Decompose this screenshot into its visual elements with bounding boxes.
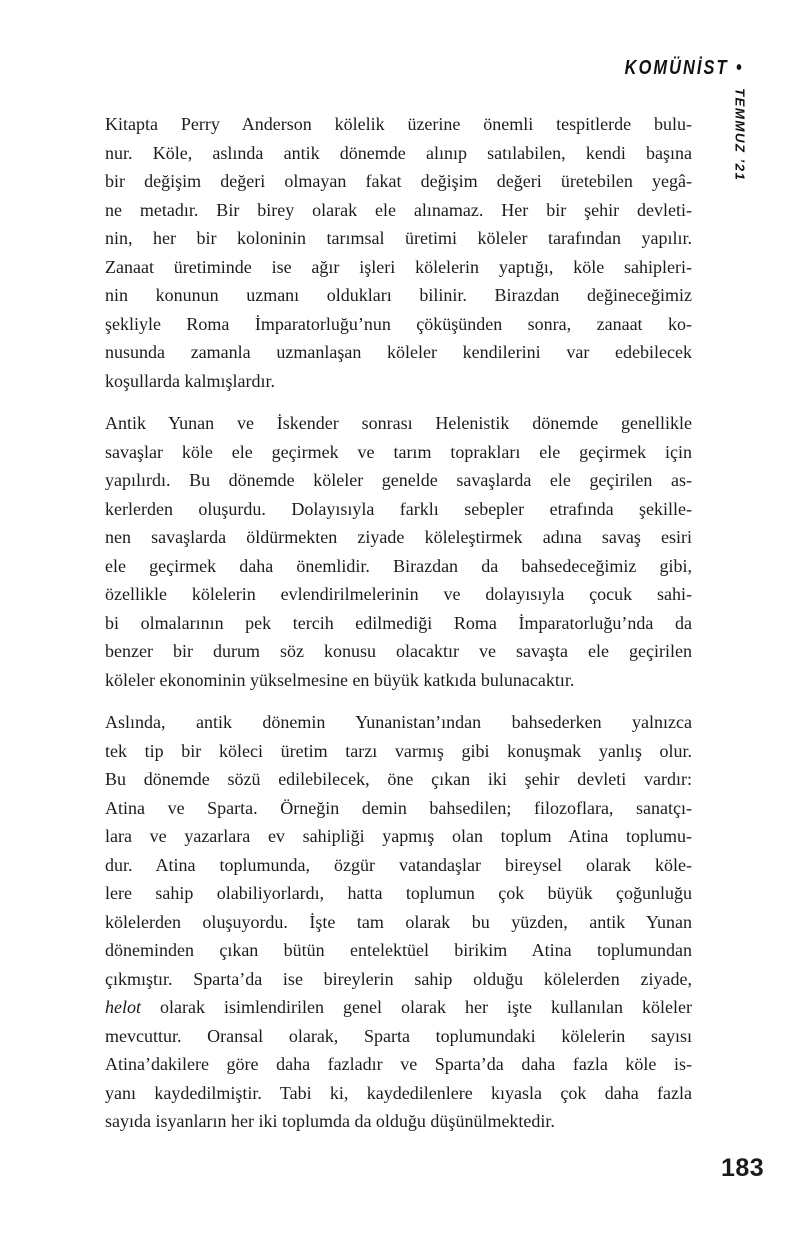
text-line: dur. Atina toplumunda, özgür vatandaşlar bireysel olarak köle- (105, 854, 692, 875)
page-number: 183 (721, 1154, 765, 1182)
issue-date-vertical: TEMMUZ ’21 (732, 88, 748, 182)
text-line: Atina ve Sparta. Örneğin demin bahsedilen; filozoflara, sanatçı- (105, 797, 692, 818)
text-line: döneminden çıkan bütün entelektüel birikim Atina toplumundan (105, 940, 692, 960)
paragraph (105, 409, 692, 694)
text-line: Antik Yunan ve İskender sonrası Helenistik dönemde genellikle (105, 413, 692, 433)
text-line: savaşlar köle ele geçirmek ve tarım toprakları ele geçirmek için (105, 441, 692, 462)
text-line (105, 993, 692, 1022)
body-text (105, 110, 692, 1150)
text-line: Zanaat üretiminde ise ağır işleri kölelerin yaptığı, köle sahipleri- (105, 256, 692, 277)
paragraph (105, 110, 692, 395)
italic-term: helot (105, 997, 141, 1017)
text-line: köleler ekonominin yükselmesine en büyük katkıda bulunacaktır. (105, 669, 575, 690)
text-line: Kitapta Perry Anderson kölelik üzerine önemli tespitlerde bulu- (105, 114, 692, 134)
text-line: nin, her bir koloninin tarımsal üretimi köleler tarafından yapılır. (105, 228, 692, 248)
text-line: nusunda zamanla uzmanlaşan köleler kendilerini var edebilecek (105, 342, 692, 362)
bullet-icon: • (736, 57, 742, 79)
text-line: tek tip bir köleci üretim tarzı varmış gibi konuşmak yanlış olur. (105, 740, 692, 761)
text-line: şekliyle Roma İmparatorluğu’nun çöküşünden sonra, zanaat ko- (105, 313, 692, 334)
paragraph (105, 708, 692, 1136)
text-line: kölelerden oluşuyordu. İşte tam olarak bu yüzden, antik Yunan (105, 911, 692, 932)
text-line: çıkmıştır. Sparta’da ise bireylerin sahip olduğu kölelerden ziyade, (105, 968, 692, 989)
text-line: bir değişim değeri olmayan fakat değişim değeri üretebilen yegâ- (105, 171, 692, 191)
text-line: lere sahip olabiliyorlardı, hatta toplumun çok büyük çoğunluğu (105, 883, 692, 903)
text-line: koşullarda kalmışlardır. (105, 370, 275, 391)
running-head (625, 57, 742, 80)
text-line: ne metadır. Bir birey olarak ele alınamaz. Her bir şehir devleti- (105, 199, 692, 220)
text-line: Bu dönemde sözü edilebilecek, öne çıkan iki şehir devleti vardır: (105, 769, 692, 789)
magazine-title: KOMÜNİST (624, 57, 729, 79)
text-line: özellikle kölelerin evlendirilmelerinin ve dolayısıyla çocuk sahi- (105, 584, 692, 604)
text-line: yanı kaydedilmiştir. Tabi ki, kaydedilenlere kıyasla çok daha fazla (105, 1082, 692, 1103)
text-line: bi olmalarının pek tercih edilmediği Roma İmparatorluğu’nda da (105, 612, 692, 633)
text-line: lara ve yazarlara ev sahipliği yapmış olan toplum Atina toplumu- (105, 826, 692, 846)
text-line: nur. Köle, aslında antik dönemde alınıp satılabilen, kendi başına (105, 142, 692, 163)
text-line: nen savaşlarda öldürmekten ziyade köleleştirmek adına savaş esiri (105, 527, 692, 547)
text-line: mevcuttur. Oransal olarak, Sparta toplumundaki kölelerin sayısı (105, 1025, 692, 1046)
text-line: sayıda isyanların her iki toplumda da olduğu düşünülmektedir. (105, 1111, 555, 1131)
text-line: ele geçirmek daha önemlidir. Birazdan da bahsedeceğimiz gibi, (105, 555, 692, 576)
text-segment: olarak isimlendirilen genel olarak her işte kullanılan köleler (141, 997, 692, 1017)
text-line: Aslında, antik dönemin Yunanistan’ından bahsederken yalnızca (105, 712, 692, 732)
text-line: kerlerden oluşurdu. Dolayısıyla farklı sebepler etrafında şekille- (105, 498, 692, 519)
text-line: benzer bir durum söz konusu olacaktır ve savaşta ele geçirilen (105, 641, 692, 661)
text-line: nin konunun uzmanı oldukları bilinir. Birazdan değineceğimiz (105, 285, 692, 305)
text-line: Atina’dakilere göre daha fazladır ve Sparta’da daha fazla köle is- (105, 1054, 692, 1074)
text-line: yapılırdı. Bu dönemde köleler genelde savaşlarda ele geçirilen as- (105, 470, 692, 490)
